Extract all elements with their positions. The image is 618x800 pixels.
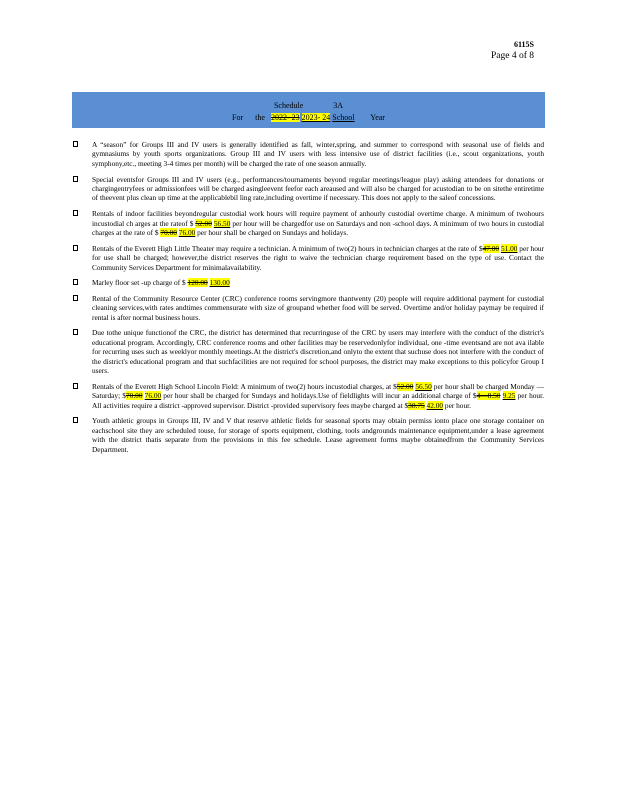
item-text-mid: per hour will be chargedfor use on Saturdays and non -school days. A minimum of two hours in custodial charges at the rate of $ xyxy=(92,218,544,237)
new-rate: 130.00 xyxy=(209,278,230,288)
old-rate: 47.00 xyxy=(482,243,500,253)
item-text-post: per hour for use shall be charged; however,the district reserves the right to waive the technician charge requirement based on the type of use. Contact the Community Services Department for minimalavailability. xyxy=(92,243,544,272)
banner-new-year-start: 2023 xyxy=(301,113,318,122)
schedule-banner xyxy=(72,92,545,128)
old-rate: 52.00 xyxy=(396,381,414,391)
list-item xyxy=(72,278,544,287)
banner-year: Year xyxy=(370,113,385,122)
banner-new-year-end: - 24 xyxy=(317,113,331,122)
old-rate: 120.00 xyxy=(187,278,208,288)
banner-the: the xyxy=(255,113,265,122)
banner-title-number: 3A xyxy=(333,101,344,110)
page-number: Page 4 of 8 xyxy=(490,51,534,61)
item-text-mid: per hour shall be charged for Sundays and holidays.Use of fieldlights will incur an additional charge of $ xyxy=(161,391,477,401)
bullet-icon xyxy=(73,329,78,335)
new-rate: 9.25 xyxy=(502,391,516,401)
new-rate: 56.50 xyxy=(213,218,231,228)
old-rate: 38.75 xyxy=(408,400,425,410)
list-item xyxy=(72,294,544,322)
new-rate: 51.00 xyxy=(500,243,518,253)
item-text-mid: per hour shall be charged Monday — Saturday; $ xyxy=(92,381,545,401)
bullet-icon xyxy=(73,210,78,216)
new-rate: 76.00 xyxy=(144,391,162,401)
item-text-pre: Rentals of indoor facilities beyondregular custodial work hours will require payment of anhourly custodial overtime charge. A minimum of twohours incustodial ch arges at the rateof $ xyxy=(92,209,544,228)
banner-for: For xyxy=(232,113,244,122)
list-item xyxy=(72,209,544,237)
old-rate: 52.00 xyxy=(195,218,212,228)
list-item xyxy=(72,416,544,454)
old-rate: 70.00 xyxy=(125,391,143,401)
bullet-icon xyxy=(73,383,78,389)
list-item xyxy=(72,175,544,203)
item-text: Rental of the Community Resource Center (CRC) conference rooms servingmore thantwenty (20) people will require additional payment for custodial cleaning services,with rates andtimes commensurate with size of groupand whether food will be served. Overtime and/or holiday paymay be required if rental is after normal business hours. xyxy=(92,293,544,322)
fee-rules-list xyxy=(72,140,544,460)
banner-title-schedule: Schedule xyxy=(273,101,304,110)
list-item xyxy=(72,140,544,168)
item-text: Special eventsfor Groups III and IV users (e.g., performances/tournaments beyond regular meetings/league play) asking attendees for donations or chargingentryfees or admissionfees will be charged asingleevent feefor each areaused and will also be charged for acustodian to be on sitethe entiretime of theevent plus clean up time at the applicablebil ling rate,including overtime if necessary. This does not apply to the saleof concessions. xyxy=(92,174,544,203)
new-rate: 42.00 xyxy=(426,400,444,410)
item-text: A “season” for Groups III and IV users is generally identified as fall, winter,spring, and summer to correspond with seasonal use of fields and gymnasiums by youth sports organizations. Group III and IV users with less intensive use of district facilities (i.e., scout organizations, youth symphony,etc., meeting 3-4 times per month) will be charged the rate of one season annually. xyxy=(92,140,544,168)
item-text-post: per hour. xyxy=(443,400,472,410)
item-text: Youth athletic groups in Groups III, IV and V that reserve athletic fields for seasonal sports may obtain permiss ionto place one storage container on eachschool site they are scheduled touse, for storage of sports equipment, clothing, tools andgrounds maintenance equipment,under a lease agreement with the district thatis separate from the provisions in this fee schedule. Lease agreement forms maybe obtainedfrom the Community Services Department. xyxy=(92,416,544,454)
document-id: 6115S xyxy=(513,40,534,49)
banner-year-line xyxy=(72,113,545,122)
old-rate: 70.00 xyxy=(160,228,177,237)
bullet-icon xyxy=(73,176,78,182)
bullet-icon xyxy=(73,279,78,285)
list-item xyxy=(72,244,544,272)
bullet-icon xyxy=(73,141,78,147)
banner-old-year-end: - 23 xyxy=(286,113,300,122)
old-rate: 4—8.50 xyxy=(476,391,501,401)
list-item xyxy=(72,382,544,410)
list-item xyxy=(72,328,544,375)
item-text-pre: Marley floor set -up charge of $ xyxy=(92,278,186,288)
bullet-icon xyxy=(73,295,78,301)
item-text-mid: per hour. All activities require a district -approved supervisor. District -provided supervisory fees maybe charged at $ xyxy=(92,391,544,410)
item-text: Due tothe unique functionof the CRC, the district has determined that recurringuse of the CRC by users may interfere with the conduct of the district's educational program. Accordingly, CRC conference rooms and other facilities may be reservedonlyfor individual, one -time eventsand are not ava ilable for recurring uses such as weeklyor monthly meetings.At the district's discretion,and onlyto the extent that suchuse does not interfere with the conduct of the district's educational program and that suchfacilities are not required for school purposes, the district may make exceptions to this policyfor Group I users. xyxy=(92,328,544,376)
item-text-pre: Rentals of the Everett High Little Theater may require a technician. A minimum of two(2) hours in technician charges at the rate of $ xyxy=(92,243,483,253)
banner-title xyxy=(72,101,545,110)
banner-school: School xyxy=(332,113,355,122)
bullet-icon xyxy=(73,417,78,423)
new-rate: 56.50 xyxy=(415,381,432,391)
bullet-icon xyxy=(73,245,78,251)
item-text-pre: Rentals of the Everett High School Lincoln Field: A minimum of two(2) hours incustodial charges, at $ xyxy=(92,381,397,391)
item-text-post: per hour shall be charged on Sundays and holidays. xyxy=(195,228,349,237)
new-rate: 76.00 xyxy=(178,228,196,237)
banner-old-year-start: 2022 xyxy=(270,113,287,122)
